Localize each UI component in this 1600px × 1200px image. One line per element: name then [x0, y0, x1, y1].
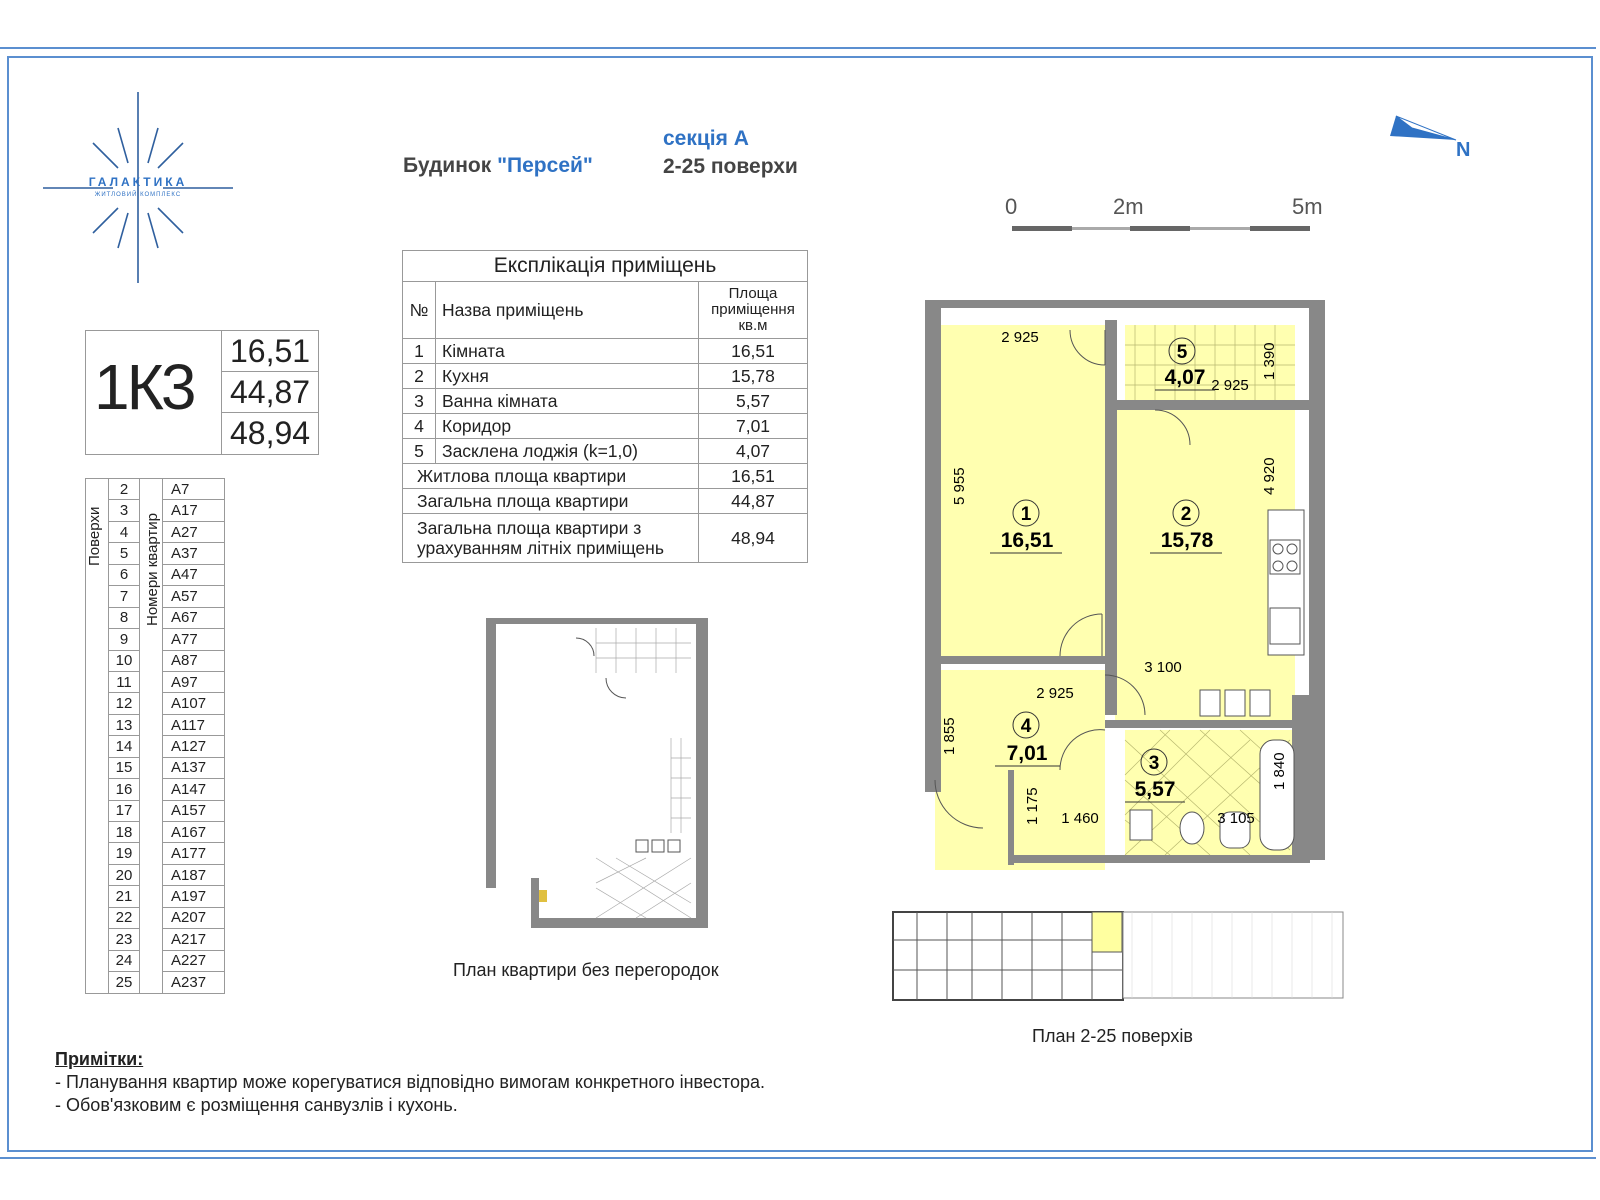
apartment-number: A97 — [163, 671, 225, 692]
room-3-number: 3 — [1148, 753, 1160, 774]
dim-r5-height: 1 390 — [1261, 342, 1278, 380]
room-1-area: 16,51 — [1000, 529, 1054, 552]
room-2-number: 2 — [1180, 504, 1192, 525]
caption-floor-plan: План 2-25 поверхів — [1032, 1026, 1193, 1046]
dim-entry-height: 1 175 — [1024, 787, 1041, 825]
dim-r2-bottom: 3 100 — [1144, 659, 1182, 676]
apartment-type-code: 1К3 — [94, 351, 194, 423]
apartment-number: A187 — [163, 864, 225, 885]
floor-number: 20 — [109, 864, 140, 885]
logo-name: ГАЛАКТИКА — [88, 175, 188, 189]
table-row: 3 Ванна кімната 5,57 — [403, 389, 808, 414]
apartment-number: A217 — [163, 929, 225, 950]
floor-number: 14 — [109, 736, 140, 757]
apartment-number: A147 — [163, 779, 225, 800]
apartment-number: A207 — [163, 907, 225, 928]
table-row: 1 Кімната 16,51 — [403, 339, 808, 364]
floor-number: 2 — [109, 479, 140, 500]
floor-number: 21 — [109, 886, 140, 907]
apartment-number: A87 — [163, 650, 225, 671]
room-3-area: 5,57 — [1134, 778, 1176, 801]
floor-number: 4 — [109, 521, 140, 542]
dim-r1-top: 2 925 — [1001, 329, 1039, 346]
table-row — [86, 479, 225, 500]
table-row: 5 Засклена лоджія (k=1,0) 4,07 — [403, 439, 808, 464]
floor-number: 24 — [109, 950, 140, 971]
table-row: Загальна площа квартири з урахуванням літніх приміщень 48,94 — [403, 514, 808, 563]
apartment-number: A227 — [163, 950, 225, 971]
col-num-header: № — [403, 282, 436, 339]
apartment-number: A37 — [163, 543, 225, 564]
floors-label: 2-25 поверхи — [663, 155, 798, 178]
apartment-number: A47 — [163, 564, 225, 585]
note-item: - Обов'язковим є розміщення санвузлів і кухонь. — [55, 1095, 458, 1115]
dim-r3-height: 1 840 — [1271, 752, 1288, 790]
floor-number: 16 — [109, 779, 140, 800]
floor-number: 17 — [109, 800, 140, 821]
floor-number: 11 — [109, 671, 140, 692]
floor-number: 9 — [109, 629, 140, 650]
scale-label-2m: 2m — [1113, 194, 1144, 219]
apartment-type-box — [85, 330, 319, 455]
scale-label-0: 0 — [1005, 194, 1018, 219]
table-row: 4 Коридор 7,01 — [403, 414, 808, 439]
dim-r4-side: 1 855 — [941, 717, 958, 755]
table-row: Загальна площа квартири 44,87 — [403, 489, 808, 514]
apartment-number: A77 — [163, 629, 225, 650]
apartment-number: A117 — [163, 714, 225, 735]
apartment-number: A157 — [163, 800, 225, 821]
table-row: 2 Кухня 15,78 — [403, 364, 808, 389]
explication-title: Експлікація приміщень — [403, 251, 808, 282]
floor-number: 8 — [109, 607, 140, 628]
total-summer-area-value: 48,94 — [230, 415, 311, 451]
room-1-number: 1 — [1020, 504, 1032, 525]
note-item: - Планування квартир може корегуватися відповідно вимогам конкретного інвестора. — [55, 1072, 765, 1092]
north-label: N — [1456, 139, 1471, 161]
apartments-vertical-label: Номери квартир — [144, 512, 161, 626]
explication-table — [402, 250, 808, 563]
scale-label-5m: 5m — [1292, 194, 1323, 219]
total-area-value: 44,87 — [222, 372, 319, 413]
building-title — [403, 154, 593, 178]
apartment-floor-plan — [920, 300, 1330, 875]
caption-no-partitions: План квартири без перегородок — [453, 960, 719, 980]
living-area-value: 16,51 — [222, 331, 319, 372]
logo-subtitle: ЖИТЛОВИЙ КОМПЛЕКС — [94, 192, 182, 198]
room-5-area: 4,07 — [1164, 366, 1206, 389]
building-name: "Персей" — [497, 154, 593, 177]
apartment-number: A167 — [163, 822, 225, 843]
floor-number: 5 — [109, 543, 140, 564]
floor-number: 3 — [109, 500, 140, 521]
apartment-number: A17 — [163, 500, 225, 521]
dim-r5-width: 2 925 — [1211, 377, 1249, 394]
apartment-number: A137 — [163, 757, 225, 778]
notes — [55, 1048, 765, 1117]
section-label: секція А — [663, 127, 749, 150]
col-area-header: Площа приміщення кв.м — [699, 282, 808, 339]
floor-number: 12 — [109, 693, 140, 714]
col-name-header: Назва приміщень — [436, 282, 699, 339]
floor-number: 25 — [109, 972, 140, 993]
floors-vertical-label: Поверхи — [86, 506, 103, 566]
apartment-number: A177 — [163, 843, 225, 864]
floor-number: 10 — [109, 650, 140, 671]
typical-floor-plan — [892, 910, 1352, 1002]
floor-number: 15 — [109, 757, 140, 778]
floor-number: 13 — [109, 714, 140, 735]
room-4-number: 4 — [1020, 716, 1032, 737]
plan-without-partitions — [486, 618, 708, 933]
apartment-number: A57 — [163, 586, 225, 607]
room-2-area: 15,78 — [1160, 529, 1214, 552]
dim-r4-top: 2 925 — [1036, 685, 1074, 702]
galaktika-logo — [38, 88, 238, 288]
apartment-number: A237 — [163, 972, 225, 993]
apartment-number: A197 — [163, 886, 225, 907]
north-arrow-icon — [1390, 108, 1480, 163]
dim-r1-side: 5 955 — [951, 467, 968, 505]
apartment-number: A7 — [163, 479, 225, 500]
floor-number: 19 — [109, 843, 140, 864]
apartment-areas — [221, 331, 319, 454]
floor-number: 18 — [109, 822, 140, 843]
room-4-area: 7,01 — [1006, 742, 1048, 765]
dim-r3-width: 3 105 — [1217, 810, 1255, 827]
table-row: Житлова площа квартири 16,51 — [403, 464, 808, 489]
building-prefix: Будинок — [403, 154, 498, 177]
dim-r2-side: 4 920 — [1261, 457, 1278, 495]
dim-entry-width: 1 460 — [1061, 810, 1099, 827]
apartment-number: A67 — [163, 607, 225, 628]
floor-number: 6 — [109, 564, 140, 585]
scale-bar — [1005, 190, 1323, 240]
floor-number: 7 — [109, 586, 140, 607]
floor-number: 22 — [109, 907, 140, 928]
inner-frame — [7, 56, 1593, 1152]
floor-number: 23 — [109, 929, 140, 950]
apartment-number: A27 — [163, 521, 225, 542]
apartment-number: A127 — [163, 736, 225, 757]
room-5-number: 5 — [1176, 342, 1188, 363]
apartment-number: A107 — [163, 693, 225, 714]
notes-title: Примітки: — [55, 1049, 144, 1069]
